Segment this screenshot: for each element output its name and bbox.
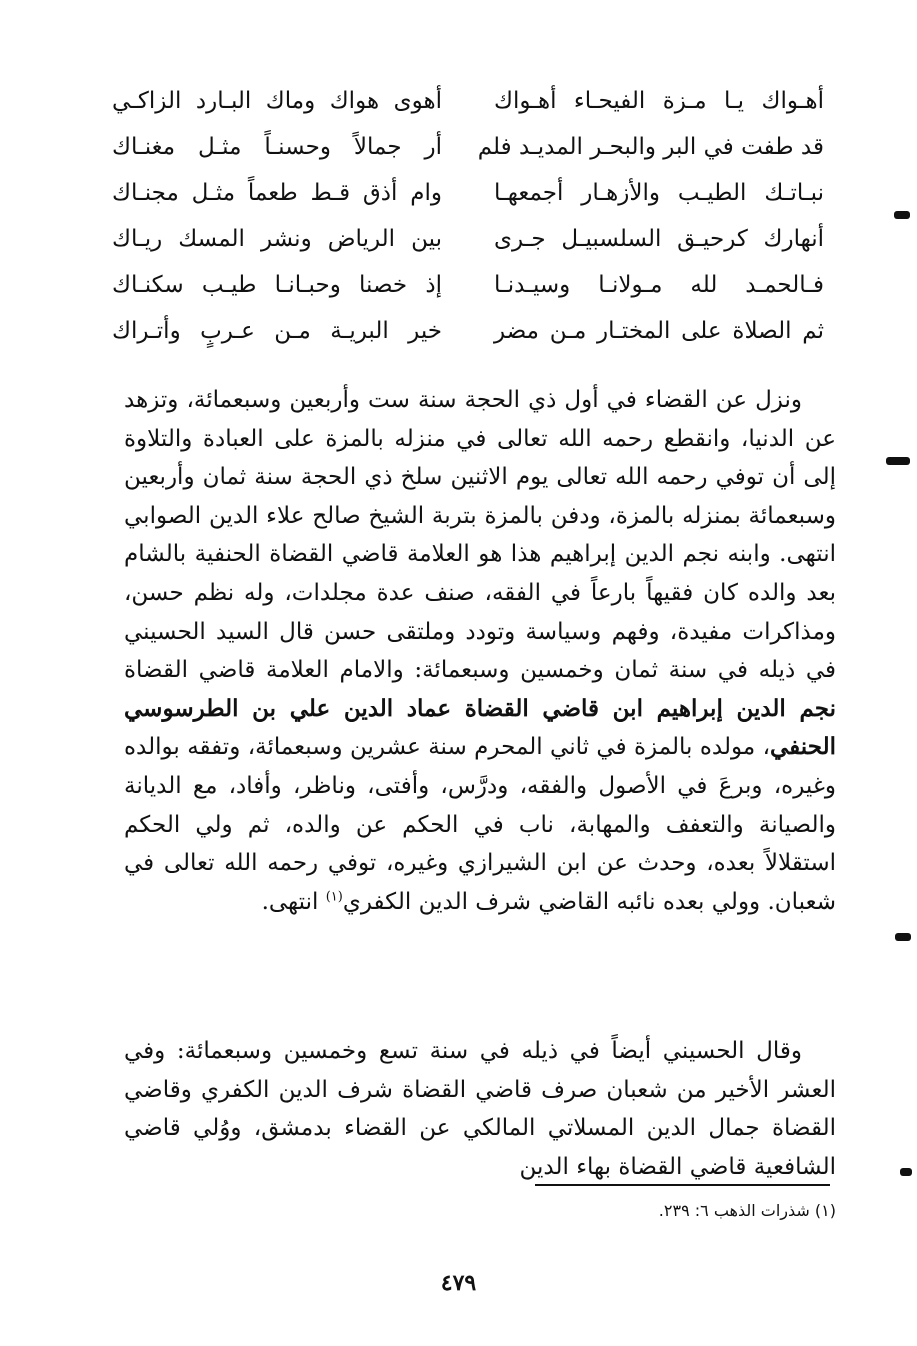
- footnote-divider: [535, 1184, 830, 1186]
- body-paragraph-1: [124, 381, 836, 921]
- paragraph-text: [124, 381, 836, 921]
- poem-hemistich-first: أهـواك يـا مـزة الفيحـاء أهـواك: [494, 88, 824, 114]
- page-number: ٤٧٩: [440, 1270, 477, 1296]
- poem-verse: [112, 124, 824, 170]
- poem-hemistich-first: فـالحمـد لله مـولانـا وسيـدنـا: [494, 272, 824, 298]
- poem-hemistich-second: بين الرياض ونشر المسك ريـاك: [112, 226, 442, 252]
- margin-mark: [894, 211, 910, 219]
- poem-hemistich-second: وام أذق قـط طعماً مثـل مجنـاك: [112, 180, 442, 206]
- poem-hemistich-second: خير البريـة مـن عـربٍ وأتـراك: [112, 318, 442, 344]
- poem-verse: [112, 308, 824, 354]
- margin-mark: [900, 1168, 912, 1176]
- bold-name-text: نجم الدين إبراهيم ابن قاضي القضاة عماد الدين علي بن الطرسوسي الحنفي: [124, 694, 836, 761]
- paragraph-text-part: ونزل عن القضاء في أول ذي الحجة سنة ست وأربعين وسبعمائة، وتزهد عن الدنيا، وانقطع رحمه الله تعالى في منزله بالمزة على العبادة والتلاوة إلى أن توفي رحمه الله تعالى يوم الاثنين سلخ ذي الحجة سنة ثمان وأربعين وسبعمائة بمنزله بالمزة، ودفن بالمزة بتربة الشيخ صالح علاء الدين الصوابي انتهى. وابنه نجم الدين إبراهيم هذا هو العلامة قاضي القضاة الحنفية بالشام بعد والده كان فقيهاً بارعاً في الفقه، صنف عدة مجلدات، وله نظم حسن، ومذاكرات مفيدة، وفهم وسياسة وتودد وملتقى حسن قال السيد الحسيني في ذيله في سنة ثمان وخمسين وسبعمائة: والامام العلامة قاضي القضاة: [124, 387, 836, 684]
- poem-hemistich-second: أر جمالاً وحسنـاً مثـل مغنـاك: [112, 134, 442, 160]
- body-paragraph-2: [124, 1032, 836, 1186]
- poem-hemistich-first: نبـاتـك الطيـب والأزهـار أجمعهـا: [494, 180, 824, 206]
- footnote: (١) شذرات الذهب ٦: ٢٣٩.: [658, 1201, 836, 1220]
- poem: [112, 78, 824, 354]
- margin-mark: [895, 933, 911, 941]
- poem-hemistich-second: أهوى هواك وماك البـارد الزاكـي: [112, 88, 442, 114]
- poem-hemistich-first: قد طفت في البر والبحـر المديـد فلم: [477, 134, 824, 160]
- margin-mark: [886, 457, 910, 465]
- poem-verse: [112, 78, 824, 124]
- poem-hemistich-second: إذ خصنا وحبـانـا طيـب سكنـاك: [112, 272, 442, 298]
- poem-hemistich-first: أنهارك كرحيـق السلسبيـل جـرى: [494, 226, 824, 252]
- poem-verse: [112, 262, 824, 308]
- poem-verse: [112, 170, 824, 216]
- paragraph-text-part: انتهى.: [261, 888, 326, 915]
- poem-verse: [112, 216, 824, 262]
- poem-hemistich-first: ثم الصلاة على المختـار مـن مضر: [494, 318, 824, 344]
- paragraph-text: وقال الحسيني أيضاً في ذيله في سنة تسع وخمسين وسبعمائة: وفي العشر الأخير من شعبان صرف قاضي القضاة شرف الدين الكفري وقاضي القضاة جمال الدين المسلاتي المالكي عن القضاء بدمشق، ووُلي قاضي الشافعية قاضي القضاة بهاء الدين: [124, 1038, 836, 1180]
- footnote-reference[interactable]: (١): [325, 889, 343, 905]
- paragraph-text-part: ، مولده بالمزة في ثاني المحرم سنة عشرين وسبعمائة، وتفقه بوالده وغيره، وبرعَ في الأصول والفقه، ودرَّس، وأفتى، وناظر، وأفاد، مع الديانة والصيانة والتعفف والمهابة، ناب في الحكم عن والده، ثم ولي الحكم استقلالاً بعده، وحدث عن ابن الشيرازي وغيره، توفي رحمه الله تعالى في شعبان. وولي بعده نائبه القاضي شرف الدين الكفري: [124, 734, 836, 915]
